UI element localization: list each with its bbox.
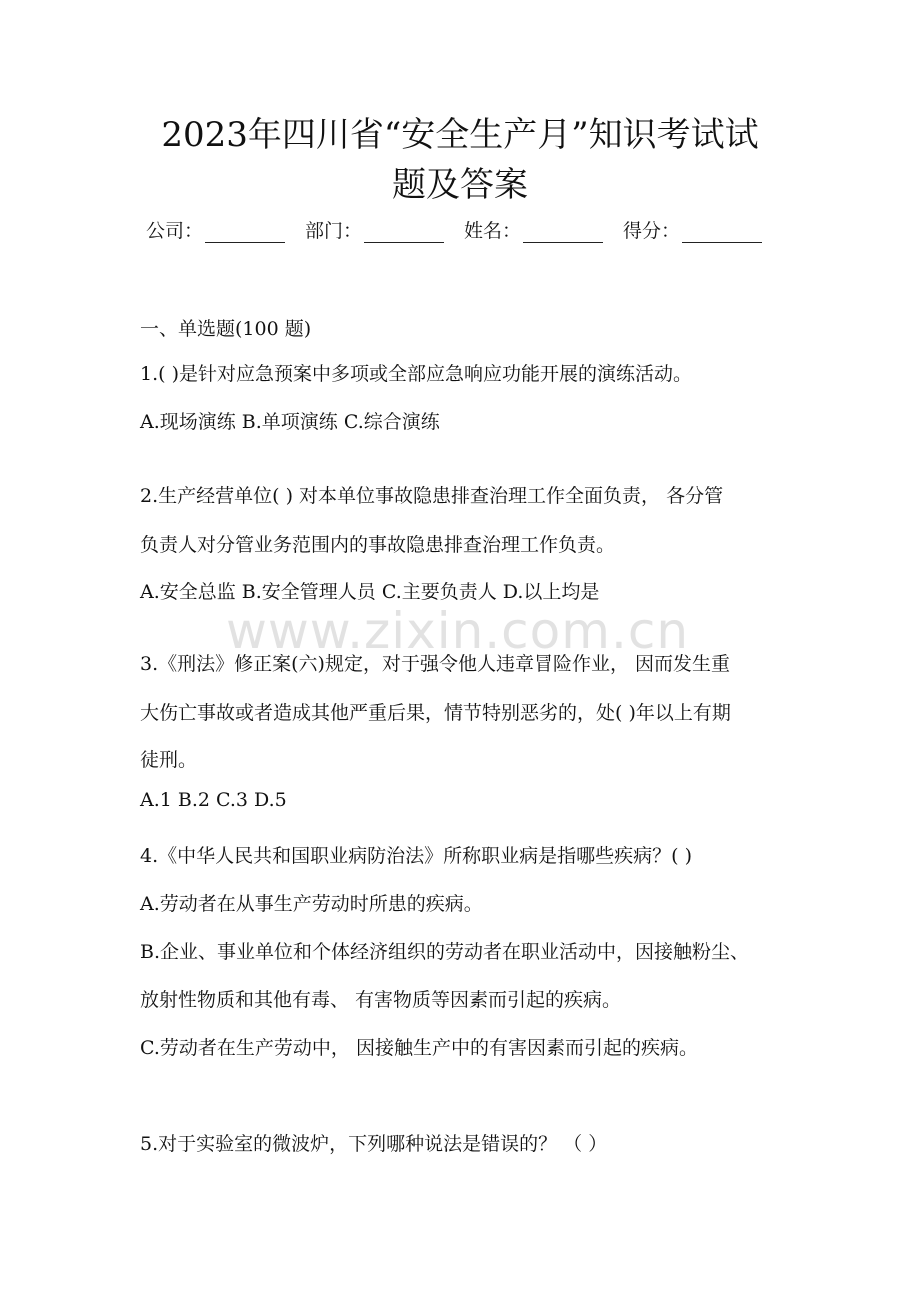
question-4-option-a: A.劳动者在从事生产劳动时所患的疾病。 bbox=[140, 893, 483, 915]
score-field bbox=[623, 216, 762, 243]
watermark: www.zixin.com.cn bbox=[226, 602, 690, 660]
question-2-options: A.安全总监 B.安全管理人员 C.主要负责人 D.以上均是 bbox=[140, 581, 600, 603]
info-line bbox=[146, 216, 806, 243]
question-4-option-b-line-1: B.企业、事业单位和个体经济组织的劳动者在职业活动中，因接触粉尘、 bbox=[140, 941, 750, 963]
name-label: 姓名： bbox=[464, 220, 522, 242]
name-blank[interactable] bbox=[523, 222, 603, 243]
question-2-line-1: 2.生产经营单位( ) 对本单位事故隐患排查治理工作全面负责， 各分管 bbox=[140, 485, 724, 507]
question-3-line-3: 徒刑。 bbox=[140, 749, 198, 771]
question-3-line-1: 3.《刑法》修正案(六)规定，对于强令他人违章冒险作业， 因而发生重 bbox=[140, 653, 730, 675]
department-field bbox=[305, 216, 444, 243]
question-5-text: 5.对于实验室的微波炉，下列哪种说法是错误的？ （ ） bbox=[140, 1133, 608, 1155]
score-blank[interactable] bbox=[682, 222, 762, 243]
question-1-options: A.现场演练 B.单项演练 C.综合演练 bbox=[140, 411, 440, 433]
question-3-line-2: 大伤亡事故或者造成其他严重后果，情节特别恶劣的，处( )年以上有期 bbox=[140, 702, 731, 724]
title-line-1: 2023年四川省“安全生产月”知识考试试 bbox=[161, 115, 759, 155]
question-4-option-b-line-2: 放射性物质和其他有毒、 有害物质等因素而引起的疾病。 bbox=[140, 989, 622, 1011]
question-1-text: 1.( )是针对应急预案中多项或全部应急响应功能开展的演练活动。 bbox=[140, 363, 692, 385]
section-heading: 一、单选题(100 题) bbox=[140, 318, 312, 340]
question-3-options: A.1 B.2 C.3 D.5 bbox=[140, 789, 287, 811]
question-4-option-c: C.劳动者在生产劳动中， 因接触生产中的有害因素而引起的疾病。 bbox=[140, 1037, 698, 1059]
question-4-text: 4.《中华人民共和国职业病防治法》所称职业病是指哪些疾病？( ) bbox=[140, 845, 692, 867]
score-label: 得分： bbox=[623, 220, 681, 242]
name-field bbox=[464, 216, 603, 243]
title-line-2: 题及答案 bbox=[392, 165, 528, 205]
company-label: 公司： bbox=[146, 220, 204, 242]
department-label: 部门： bbox=[305, 220, 363, 242]
company-blank[interactable] bbox=[205, 222, 285, 243]
company-field bbox=[146, 216, 285, 243]
question-2-line-2: 负责人对分管业务范围内的事故隐患排查治理工作负责。 bbox=[140, 534, 616, 556]
document-title bbox=[80, 110, 840, 210]
department-blank[interactable] bbox=[364, 222, 444, 243]
